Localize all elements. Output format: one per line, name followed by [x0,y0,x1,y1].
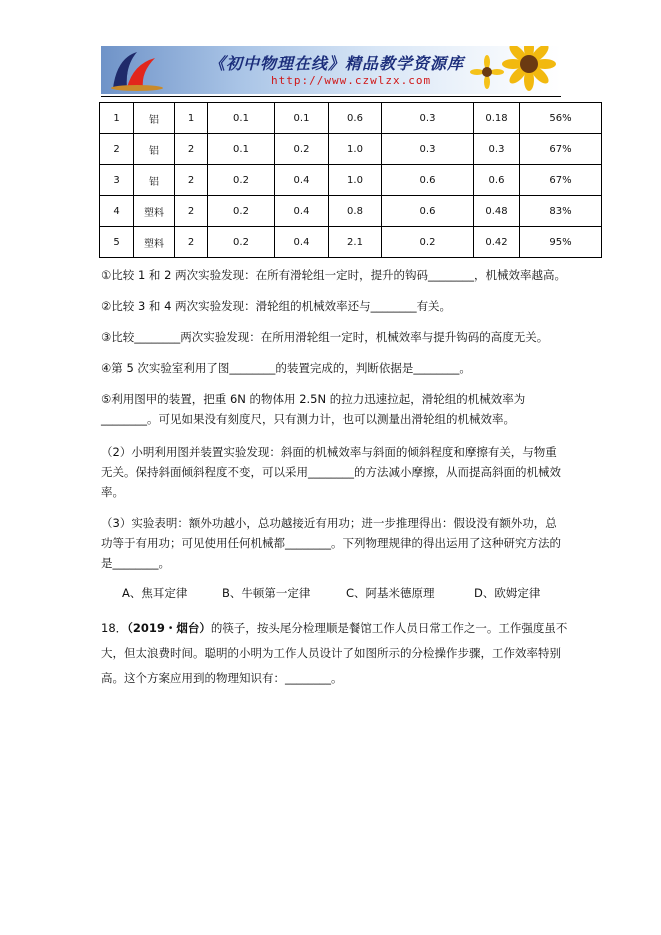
table-cell: 2 [175,165,208,196]
option-d: D、欧姆定律 [474,586,541,600]
table-cell: 1.0 [329,134,382,165]
table-cell: 67% [520,165,602,196]
table-cell: 2 [175,196,208,227]
question-18-source: （2019・烟台） [127,621,211,635]
option-a: A、焦耳定律 [122,586,188,600]
table-cell: 0.3 [382,103,474,134]
part-2-line-3: 率。 [101,485,124,499]
banner-url: http://www.czwlzx.com [271,74,432,87]
header-banner [101,46,561,94]
table-cell: 0.2 [208,196,275,227]
question-18-number: 18． [101,621,128,635]
option-b: B、牛顿第一定律 [222,586,311,600]
table-cell: 2.1 [329,227,382,258]
table-row [100,196,602,227]
table-cell: 0.1 [275,103,329,134]
table-cell: 铝 [134,165,175,196]
table-cell: 0.6 [474,165,520,196]
table-cell: 4 [100,196,134,227]
table-cell: 0.6 [329,103,382,134]
table-cell: 0.1 [208,103,275,134]
table-cell: 0.4 [275,196,329,227]
table-cell: 塑料 [134,227,175,258]
table-cell: 0.1 [208,134,275,165]
table-cell: 0.4 [275,165,329,196]
option-c: C、阿基米德原理 [346,586,435,600]
table-cell: 5 [100,227,134,258]
table-row [100,165,602,196]
question-1: ①比较 1 和 2 两次实验发现：在所有滑轮组一定时，提升的钩码________，机械效率越高。 [101,268,567,282]
table-cell: 0.2 [208,227,275,258]
question-3: ③比较________两次实验发现：在所用滑轮组一定时，机械效率与提升钩码的高度无关。 [101,330,549,344]
table-cell: 67% [520,134,602,165]
question-2: ②比较 3 和 4 两次实验发现：滑轮组的机械效率还与________有关。 [101,299,452,313]
banner-title: 《初中物理在线》精品教学资源库 [209,54,465,73]
table-cell: 95% [520,227,602,258]
table-cell: 3 [100,165,134,196]
table-cell: 0.2 [382,227,474,258]
table-cell: 0.4 [275,227,329,258]
question-18-line-3: 高。这个方案应用到的物理知识有：________。 [101,671,343,685]
part-2-line-2: 无关。保持斜面倾斜程度不变，可以采用________的方法减小摩擦，从而提高斜面的机械效 [101,465,561,479]
question-18-line-2: 大，但太浪费时间。聪明的小明为工作人员设计了如图所示的分检操作步骤，工作效率特别 [101,646,561,660]
table-cell: 0.3 [382,134,474,165]
table-cell: 0.48 [474,196,520,227]
question-5-line-2: ________。可见如果没有刻度尺，只有测力计，也可以测量出滑轮组的机械效率。 [101,412,515,426]
table-cell: 0.8 [329,196,382,227]
site-logo-icon [107,48,167,92]
table-row [100,103,602,134]
part-3-line-1: （3）实验表明：额外功越小，总功越接近有用功；进一步推理得出：假设没有额外功，总 [101,516,557,530]
question-5-line-1: ⑤利用图甲的装置，把重 6N 的物体用 2.5N 的拉力迅速拉起，滑轮组的机械效率为 [101,392,526,406]
part-3-line-3: 是________。 [101,556,170,570]
table-row [100,134,602,165]
question-4: ④第 5 次实验室利用了图________的装置完成的，判断依据是________。 [101,361,471,375]
question-18-text: 的筷子，按头尾分检理顺是餐馆工作人员日常工作之一。工作强度虽不 [210,621,568,635]
part-3-line-2: 功等于有用功；可见使用任何机械都________。下列物理规律的得出运用了这种研究方法的 [101,536,561,550]
table-cell: 0.42 [474,227,520,258]
table-cell: 1 [100,103,134,134]
table-cell: 2 [175,227,208,258]
table-cell: 1.0 [329,165,382,196]
table-cell: 0.3 [474,134,520,165]
question-18-line-1 [101,618,567,639]
experiment-table [99,102,602,258]
table-cell: 83% [520,196,602,227]
header-rule [101,96,561,97]
table-cell: 0.6 [382,196,474,227]
table-row [100,227,602,258]
table-cell: 铝 [134,134,175,165]
part-2-line-1: （2）小明利用图并装置实验发现：斜面的机械效率与斜面的倾斜程度和摩擦有关，与物重 [101,445,557,459]
sunflower-icon [469,46,561,94]
table-cell: 0.2 [275,134,329,165]
table-cell: 铝 [134,103,175,134]
table-cell: 塑料 [134,196,175,227]
table-cell: 2 [175,134,208,165]
table-cell: 1 [175,103,208,134]
table-cell: 56% [520,103,602,134]
table-cell: 0.6 [382,165,474,196]
table-cell: 2 [100,134,134,165]
table-cell: 0.18 [474,103,520,134]
table-cell: 0.2 [208,165,275,196]
